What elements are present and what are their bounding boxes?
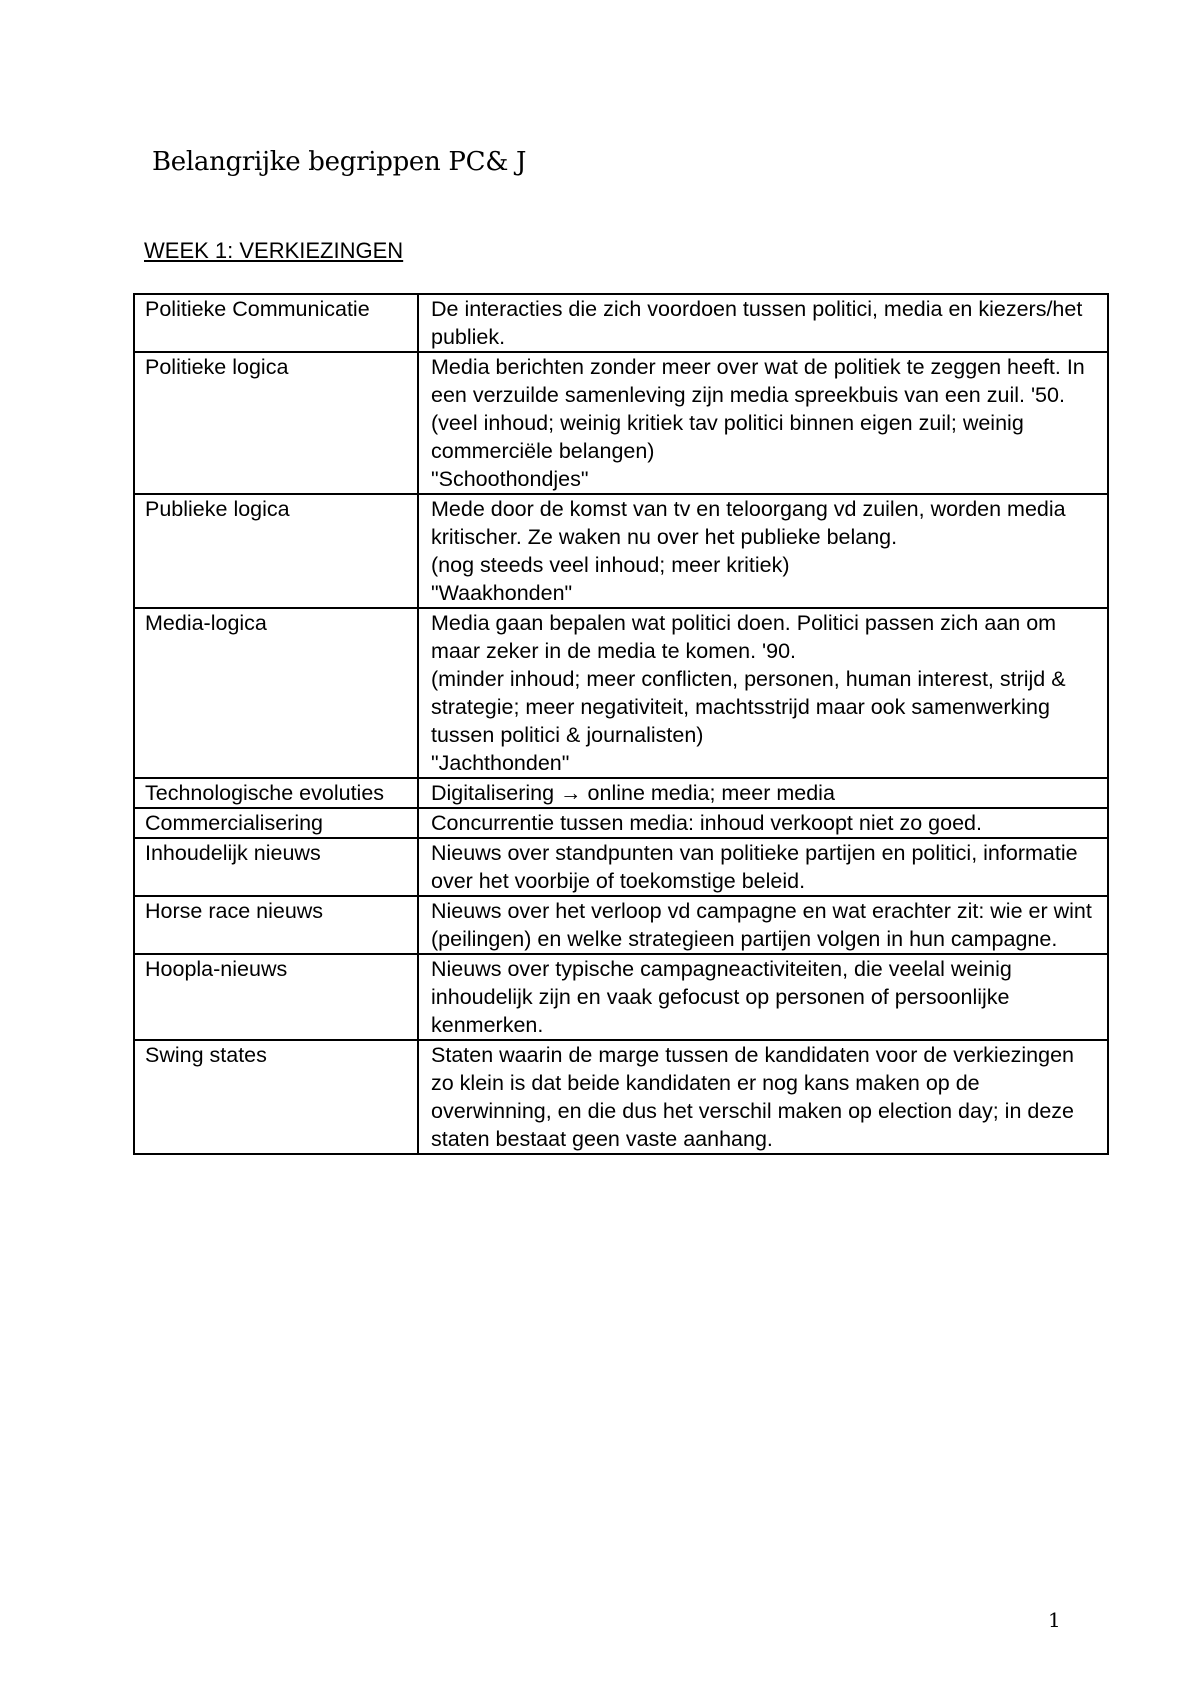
definition-cell bbox=[418, 494, 1108, 608]
definition-text: Nieuws over het verloop vd campagne en wat erachter zit: wie er wint (peilingen) en welke strategieen partijen volgen in hun campagne. bbox=[431, 899, 1092, 951]
definition-note: (nog steeds veel inhoud; meer kritiek) bbox=[431, 553, 790, 577]
definition-text: Mede door de komst van tv en teloorgang vd zuilen, worden media kritischer. Ze waken nu over het publieke belang. bbox=[431, 497, 1066, 549]
term-cell: Politieke Communicatie bbox=[134, 294, 418, 352]
table-row bbox=[134, 838, 1108, 896]
definition-cell bbox=[418, 896, 1108, 954]
definition-cell bbox=[418, 778, 1108, 808]
definition-cell bbox=[418, 1040, 1108, 1154]
term-cell: Media-logica bbox=[134, 608, 418, 778]
term-cell: Swing states bbox=[134, 1040, 418, 1154]
definition-text: Nieuws over standpunten van politieke partijen en politici, informatie over het voorbije of toekomstige beleid. bbox=[431, 841, 1078, 893]
definition-text: Staten waarin de marge tussen de kandidaten voor de verkiezingen zo klein is dat beide kandidaten er nog kans maken op de overwinning, en die dus het verschil maken op election day; in deze staten bestaat geen vaste aanhang. bbox=[431, 1043, 1075, 1151]
definition-cell bbox=[418, 352, 1108, 494]
term-cell: Horse race nieuws bbox=[134, 896, 418, 954]
definition-text: Digitalisering → online media; meer media bbox=[431, 781, 835, 805]
table-row bbox=[134, 294, 1108, 352]
definition-text: Media berichten zonder meer over wat de politiek te zeggen heeft. In een verzuilde samenleving zijn media spreekbuis van een zuil. '50. bbox=[431, 355, 1085, 407]
section-heading: WEEK 1: VERKIEZINGEN bbox=[144, 238, 404, 263]
table-row bbox=[134, 896, 1108, 954]
term-cell: Politieke logica bbox=[134, 352, 418, 494]
term-cell: Technologische evoluties bbox=[134, 778, 418, 808]
definition-cell bbox=[418, 808, 1108, 838]
definition-text: De interacties die zich voordoen tussen politici, media en kiezers/het publiek. bbox=[431, 297, 1083, 349]
table-row bbox=[134, 808, 1108, 838]
term-cell: Inhoudelijk nieuws bbox=[134, 838, 418, 896]
term-cell: Hoopla-nieuws bbox=[134, 954, 418, 1040]
terms-table bbox=[133, 293, 1109, 1155]
table-row bbox=[134, 608, 1108, 778]
definition-cell bbox=[418, 838, 1108, 896]
definition-nickname: "Jachthonden" bbox=[431, 751, 570, 775]
definition-cell bbox=[418, 608, 1108, 778]
definition-nickname: "Waakhonden" bbox=[431, 581, 573, 605]
definition-text: Media gaan bepalen wat politici doen. Politici passen zich aan om maar zeker in de media te komen. '90. bbox=[431, 611, 1057, 663]
definition-note: (veel inhoud; weinig kritiek tav politici binnen eigen zuil; weinig commerciële belangen) bbox=[431, 411, 1024, 463]
table-row bbox=[134, 494, 1108, 608]
table-row bbox=[134, 352, 1108, 494]
definition-text: Concurrentie tussen media: inhoud verkoopt niet zo goed. bbox=[431, 811, 982, 835]
definition-cell bbox=[418, 954, 1108, 1040]
definition-text: Nieuws over typische campagneactiviteiten, die veelal weinig inhoudelijk zijn en vaak gefocust op personen of persoonlijke kenmerken. bbox=[431, 957, 1012, 1037]
definition-note: (minder inhoud; meer conflicten, personen, human interest, strijd & strategie; meer negativiteit, machtsstrijd maar ook samenwerking tussen politici & journalisten) bbox=[431, 667, 1066, 747]
definition-cell bbox=[418, 294, 1108, 352]
table-row bbox=[134, 954, 1108, 1040]
term-cell: Commercialisering bbox=[134, 808, 418, 838]
term-cell: Publieke logica bbox=[134, 494, 418, 608]
table-row bbox=[134, 1040, 1108, 1154]
table-row bbox=[134, 778, 1108, 808]
page-title: Belangrijke begrippen PC& J bbox=[152, 147, 527, 177]
definition-nickname: "Schoothondjes" bbox=[431, 467, 589, 491]
page-number: 1 bbox=[1048, 1608, 1061, 1632]
